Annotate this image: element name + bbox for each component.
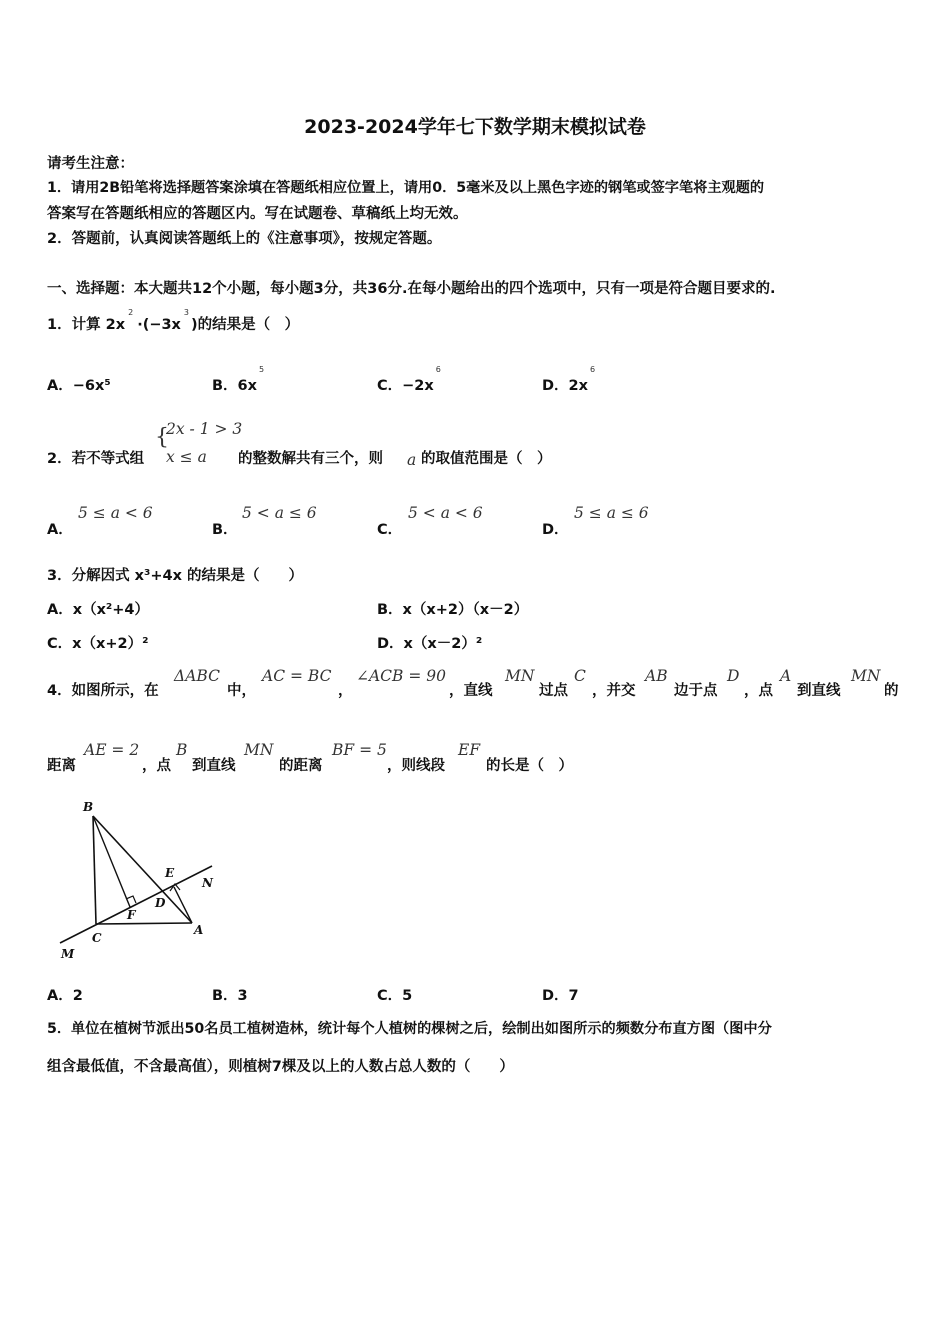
q4-line2-text-1: 距离 <box>47 758 76 774</box>
q5-line-2: 组含最低值，不含最高值），则植树7棵及以上的人数占总人数的（ ） <box>47 1059 514 1075</box>
q3-option-b: B．x（x+2）（x－2） <box>377 602 529 618</box>
q1-option-d-exp: 6 <box>589 365 596 375</box>
q2-option-b-label: B． <box>212 522 238 538</box>
q3-option-d: D．x（x－2）² <box>377 636 483 652</box>
q4-option-a: A．2 <box>47 988 83 1004</box>
q4-math-ac-bc: AC = BC <box>262 667 332 685</box>
notice-line-1: 1．请用2B铅笔将选择题答案涂填在答题纸相应位置上，请用0．5毫米及以上黑色字迹的钢笔或签字笔将主观题的 <box>47 180 765 196</box>
q4-math-mn-2: MN <box>851 667 881 685</box>
q1-option-d <box>542 365 596 395</box>
q2-option-b: 5 < a ≤ 6 <box>242 504 317 522</box>
segment-bf <box>93 816 130 907</box>
q1-option-c-text: C．−2x <box>377 378 434 394</box>
q1-option-b <box>212 365 265 395</box>
q4-geometry-figure <box>52 798 222 963</box>
q4-math-a: A <box>780 667 792 685</box>
question-1-stem <box>47 308 300 334</box>
q1-exponent-1: 2 <box>128 308 134 318</box>
segment-ae <box>174 887 192 923</box>
q2-option-a: 5 ≤ a < 6 <box>78 504 153 522</box>
q4-text-2: 中， <box>227 683 256 699</box>
label-d: D <box>155 896 166 910</box>
q3-option-a: A．x（x²+4） <box>47 602 150 618</box>
q2-option-a-label: A． <box>47 522 73 538</box>
q4-math-ae: AE = 2 <box>84 741 140 759</box>
q4-text-5: 过点 <box>539 683 568 699</box>
notice-heading: 请考生注意： <box>47 156 134 172</box>
q2-option-d: 5 ≤ a ≤ 6 <box>574 504 649 522</box>
q4-text-3: ， <box>338 683 353 699</box>
label-n: N <box>202 876 213 890</box>
label-b: B <box>83 800 94 814</box>
q2-inequality-1: 2x - 1 > 3 <box>166 420 243 438</box>
line-mn <box>60 866 212 943</box>
q2-variable: a <box>407 451 417 469</box>
q4-math-mn: MN <box>505 667 535 685</box>
label-e: E <box>165 866 175 880</box>
q3-stem: 3．分解因式 x³+4x 的结果是（ ） <box>47 568 303 584</box>
label-m: M <box>61 947 75 961</box>
q4-text-1: 4．如图所示，在 <box>47 683 159 699</box>
q4-math-ab: AB <box>645 667 668 685</box>
q2-option-d-label: D． <box>542 522 569 538</box>
segment-bc <box>93 816 96 924</box>
q4-math-d: D <box>727 667 740 685</box>
q4-text-9: 到直线 <box>797 683 841 699</box>
q5-line-1: 5．单位在植树节派出50名员工植树造林，统计每个人植树的棵树之后，绘制出如图所示的频数分布直方图（图中分 <box>47 1021 772 1037</box>
q4-text-4: ，直线 <box>449 683 493 699</box>
section-heading: 一、选择题：本大题共12个小题，每小题3分，共36分.在每小题给出的四个选项中，只有一项是符合题目要求的. <box>47 281 776 297</box>
label-a: A <box>194 923 204 937</box>
q4-text-6: ，并交 <box>592 683 636 699</box>
q1-part-a: 1．计算 2x <box>47 317 126 333</box>
q1-option-d-text: D．2x <box>542 378 588 394</box>
q1-part-b: ·(−3x <box>137 317 181 333</box>
q3-option-c: C．x（x+2）² <box>47 636 149 652</box>
q1-option-c-exp: 6 <box>435 365 441 375</box>
segment-ca <box>96 923 192 924</box>
q4-line2-text-2: ，点 <box>142 758 171 774</box>
brace-icon: { <box>155 425 169 450</box>
q4-text-10: 的 <box>884 683 899 699</box>
q2-prefix: 2．若不等式组 <box>47 451 145 467</box>
notice-line-2: 答案写在答题纸相应的答题区内。写在试题卷、草稿纸上均无效。 <box>47 206 468 222</box>
q4-line2-text-3: 到直线 <box>192 758 236 774</box>
q1-option-c <box>377 365 441 395</box>
q4-math-mn-3: MN <box>244 741 274 759</box>
q4-text-7: 边于点 <box>674 683 718 699</box>
label-f: F <box>127 908 136 922</box>
q4-math-ef: EF <box>458 741 481 759</box>
q2-suffix: 的取值范围是（ ） <box>421 451 552 467</box>
q4-line2-text-5: ，则线段 <box>387 758 445 774</box>
q4-option-d: D．7 <box>542 988 579 1004</box>
q4-text-8: ，点 <box>744 683 773 699</box>
q4-math-c: C <box>574 667 586 685</box>
q2-option-c-label: C． <box>377 522 403 538</box>
q4-math-b: B <box>176 741 188 759</box>
page-title: 2023-2024学年七下数学期末模拟试卷 <box>304 116 646 138</box>
q4-option-c: C．5 <box>377 988 413 1004</box>
q4-line2-text-6: 的长是（ ） <box>486 758 573 774</box>
segment-ab <box>93 816 192 923</box>
q1-option-b-exp: 5 <box>259 365 265 375</box>
q4-math-angle: ∠ACB = 90 <box>356 667 446 685</box>
q2-mid: 的整数解共有三个，则 <box>238 451 383 467</box>
q1-exponent-2: 3 <box>183 308 190 318</box>
q2-inequality-2: x ≤ a <box>166 448 207 466</box>
q1-option-a: A．−6x⁵ <box>47 378 111 394</box>
q4-math-triangle: ΔABC <box>174 667 220 685</box>
q4-option-b: B．3 <box>212 988 248 1004</box>
q4-math-bf: BF = 5 <box>332 741 387 759</box>
label-c: C <box>92 931 102 945</box>
q1-option-b-text: B．6x <box>212 378 257 394</box>
q2-option-c: 5 < a < 6 <box>408 504 483 522</box>
q4-line2-text-4: 的距离 <box>279 758 323 774</box>
notice-line-3: 2．答题前，认真阅读答题纸上的《注意事项》，按规定答题。 <box>47 231 442 247</box>
q1-part-c: )的结果是（ ） <box>191 317 300 333</box>
